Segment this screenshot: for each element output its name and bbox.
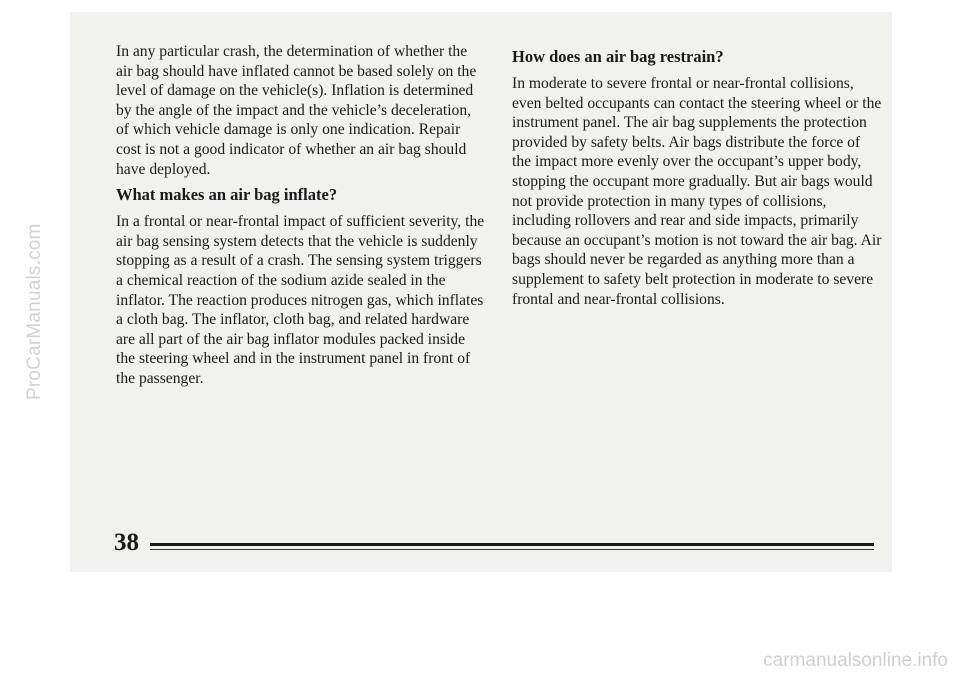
right-paragraph-1: In moderate to severe frontal or near-frontal collisions, even belted occupants can contact the steering wheel or the instrument panel. The air bag supplements the protection provided by safety belts. Air bags distribute the force of the impact more evenly over the occupant’s upper body, stopping the occupant more gradually. But air bags would not provide protection in many types of collisions, including rollovers and rear and side impacts, primarily because an occupant’s motion is not toward the air bag. Air bags should never be regarded as anything more than a supplement to safety belt protection in moderate to severe frontal and near-frontal collisions.: [512, 75, 882, 308]
side-watermark: [0, 0, 45, 676]
left-paragraph-1: In any particular crash, the determination of whether the air bag should have inflated cannot be based solely on the level of damage on the vehicle(s). Inflation is determined by the angle of the impact and the vehicle’s deceleration, of which vehicle damage is only one indication. Repair cost is not a good indicator of whether an air bag should have deployed.: [116, 43, 477, 178]
left-column: [116, 42, 486, 395]
left-paragraph-2: In a frontal or near-frontal impact of sufficient severity, the air bag sensing system detects that the vehicle is suddenly stopping as a result of a crash. The sensing system triggers a chemical reaction of the sodium azide sealed in the inflator. The reaction produces nitrogen gas, which inflates a cloth bag. The inflator, cloth bag, and related hardware are all part of the air bag inflator modules packed inside the steering wheel and in the instrument panel in front of the passenger.: [116, 213, 485, 387]
manual-page: [70, 12, 892, 572]
footer-rule-thick: [150, 543, 874, 546]
left-heading: What makes an air bag inflate?: [116, 185, 338, 205]
right-column: [512, 42, 882, 315]
bottom-watermark: carmanualsonline.info: [763, 650, 948, 671]
footer-rule-thin: [150, 549, 874, 550]
right-heading: How does an air bag restrain?: [512, 47, 724, 66]
side-watermark-text: ProCarManuals.com: [24, 223, 45, 400]
page-number: 38: [114, 529, 139, 556]
